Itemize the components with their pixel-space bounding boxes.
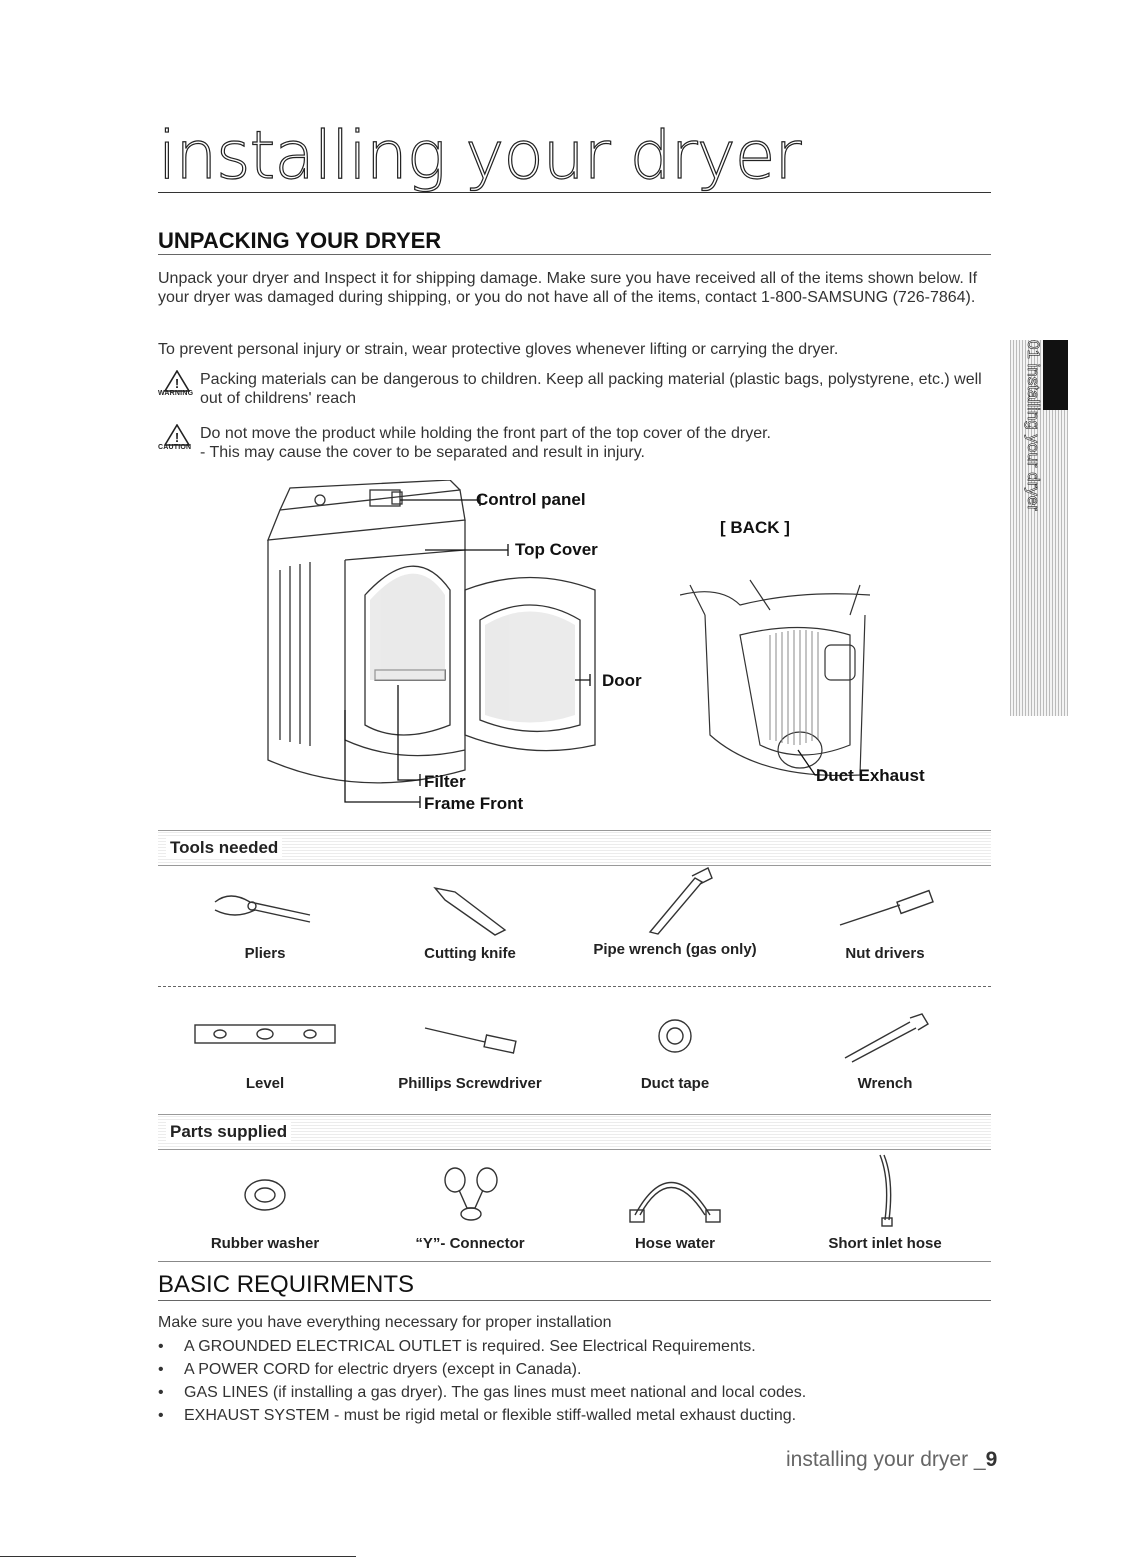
tool-item-pipe-wrench	[575, 880, 775, 958]
pliers-icon	[210, 880, 320, 940]
part-label: “Y”- Connector	[415, 1235, 525, 1252]
level-icon	[190, 1010, 340, 1070]
list-item: • GAS LINES (if installing a gas dryer). The gas lines must meet national and local codes.	[158, 1384, 807, 1401]
callout-duct-exhaust: Duct Exhaust	[816, 766, 925, 785]
warning-label: WARNING	[158, 390, 194, 397]
callout-filter: Filter	[424, 772, 466, 791]
part-item-rubber-washer	[165, 1160, 365, 1252]
tool-item-duct-tape	[575, 1010, 775, 1092]
section-heading-unpacking: UNPACKING YOUR DRYER	[158, 228, 991, 255]
svg-text:!: !	[174, 376, 180, 391]
tool-item-wrench	[785, 1010, 985, 1092]
list-item: • A POWER CORD for electric dryers (except in Canada).	[158, 1361, 582, 1378]
rubber-washer-icon	[210, 1160, 320, 1230]
wrench-icon	[830, 1010, 940, 1070]
hose-water-icon	[610, 1160, 740, 1230]
screwdriver-icon	[415, 1010, 525, 1070]
parts-supplied-heading: Parts supplied	[166, 1122, 291, 1142]
gloves-paragraph: To prevent personal injury or strain, wear protective gloves whenever lifting or carrying the dryer.	[158, 341, 839, 358]
part-label: Short inlet hose	[828, 1235, 942, 1252]
page-title: installing your dryer	[158, 120, 991, 193]
tool-label: Phillips Screwdriver	[398, 1075, 542, 1092]
short-inlet-hose-icon	[830, 1150, 940, 1230]
caution-line-1: Do not move the product while holding the front part of the top cover of the dryer.	[200, 425, 771, 442]
tool-item-pliers	[165, 880, 365, 962]
list-item: • EXHAUST SYSTEM - must be rigid metal or flexible stiff-walled metal exhaust ducting.	[158, 1407, 797, 1424]
page-footer	[786, 1448, 997, 1472]
caution-label: CAUTION	[158, 444, 192, 451]
part-label: Rubber washer	[210, 1235, 320, 1252]
tools-needed-heading: Tools needed	[166, 838, 282, 858]
side-tab-label: 01 installing your dryer	[1024, 340, 1043, 512]
part-item-short-inlet-hose	[785, 1150, 985, 1252]
warning-note	[158, 370, 988, 410]
y-connector-icon	[415, 1160, 525, 1230]
requirements-list	[158, 1335, 988, 1427]
tool-item-phillips-screwdriver	[370, 1010, 570, 1092]
tools-divider	[158, 986, 991, 987]
parts-row	[165, 1160, 985, 1260]
callout-back: [ BACK ]	[720, 518, 790, 537]
caution-note	[158, 424, 988, 464]
tools-row-2	[165, 1010, 985, 1110]
duct-tape-icon	[620, 1010, 730, 1070]
unpack-paragraph: Unpack your dryer and Inspect it for shipping damage. Make sure you have received all of the items shown below. If your dryer was damaged during shipping, or you do not have all of the items, contact 1-800-SAMSUNG (726-7864).	[158, 270, 978, 306]
side-tab-marker	[1043, 340, 1068, 410]
part-item-hose-water	[575, 1160, 775, 1252]
svg-text:!: !	[174, 430, 180, 445]
tools-row-1	[165, 880, 985, 980]
page-number: 9	[985, 1448, 998, 1471]
section-heading-basic-requirements: BASIC REQUIRMENTS	[158, 1270, 991, 1301]
tool-label: Level	[245, 1075, 285, 1092]
list-item: • A GROUNDED ELECTRICAL OUTLET is required. See Electrical Requirements.	[158, 1338, 756, 1355]
callout-door: Door	[602, 671, 642, 690]
tool-label: Pliers	[244, 945, 286, 962]
tool-label: Pipe wrench (gas only)	[593, 941, 757, 958]
nut-driver-icon	[830, 880, 940, 940]
pipe-wrench-icon	[620, 866, 730, 936]
tool-label: Nut drivers	[845, 945, 925, 962]
parts-bottom-rule	[158, 1261, 991, 1262]
page-bottom-rule	[0, 1556, 356, 1557]
caution-text	[200, 424, 990, 462]
callout-frame-front: Frame Front	[424, 794, 524, 813]
tool-item-nut-drivers	[785, 880, 985, 962]
warning-text: Packing materials can be dangerous to children. Keep all packing material (plastic bags, polystyrene, etc.) well out of childrens' reach	[200, 371, 982, 407]
part-item-y-connector	[370, 1160, 570, 1252]
warning-icon	[158, 370, 198, 397]
parts-supplied-bar	[158, 1114, 991, 1150]
tool-item-cutting-knife	[370, 880, 570, 962]
cutting-knife-icon	[415, 880, 525, 940]
tool-label: Wrench	[857, 1075, 913, 1092]
callout-control-panel: Control panel	[476, 490, 586, 509]
dryer-back-illustration	[680, 575, 890, 790]
tools-needed-bar	[158, 830, 991, 866]
requirements-intro: Make sure you have everything necessary for proper installation	[158, 1314, 612, 1331]
tool-label: Duct tape	[640, 1075, 710, 1092]
callout-top-cover: Top Cover	[515, 540, 598, 559]
tool-label: Cutting knife	[424, 945, 516, 962]
dryer-front-illustration	[250, 480, 680, 820]
part-label: Hose water	[634, 1235, 716, 1252]
tool-item-level	[165, 1010, 365, 1092]
caution-icon	[158, 424, 198, 451]
footer-text: installing your dryer _	[786, 1448, 986, 1471]
caution-line-2: - This may cause the cover to be separated and result in injury.	[200, 444, 645, 461]
